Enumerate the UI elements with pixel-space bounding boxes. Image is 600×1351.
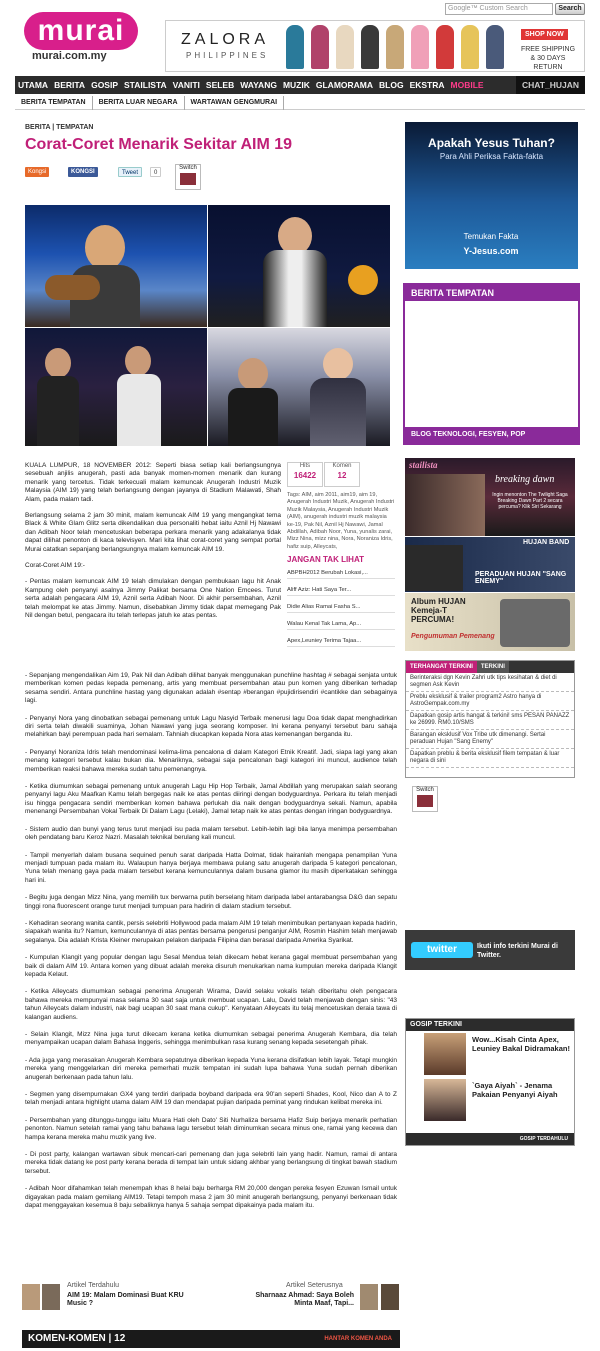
ad-breaking-sub: Ingin menonton The Twilight Saga Breaking Dawn Part 2 secara percuma? Klik Siri Sekarang: [492, 492, 568, 510]
photo-flowers: [348, 265, 378, 295]
berita-tempatan-widget: [403, 283, 580, 445]
list-item[interactable]: Barangan eksklusif Vox Tribe utk dimenangi. Sertai peraduan Hujan "Sang Enemy": [406, 730, 574, 749]
gosip-item-title[interactable]: Wow...Kisah Cinta Apex, Leuniey Bakal Didramakan!: [472, 1035, 570, 1053]
ad-model-image: [486, 25, 504, 69]
ad-hujan-band: HUJAN BAND: [523, 539, 570, 546]
article-paragraph: - Ketika Alleycats diumumkan sebagai penerima Anugerah Wirama, David selaku vokalis telah diberitahu oleh pengacara bahawa mereka mempunyai masa selama 30 saat saja untuk membuat ucapan. Lalu, David telah menjawab dengan sinis: "43 tahun Alleycats dalam industri, nak bagi ucapan 30 saat mana cukup". Kenyataan Alleycats itu telaj mencetuskan deraia tawa di kalangan audiens.: [25, 988, 397, 1021]
nav-item-ekstra[interactable]: EKSTRA: [409, 80, 445, 90]
twitter-text: Ikuti info terkini Murai di Twitter.: [477, 943, 558, 959]
article-photo-krista-kleiner: [208, 328, 390, 446]
previous-article-link[interactable]: [22, 1282, 200, 1314]
page-title: Corat-Coret Menarik Sekitar AIM 19: [25, 136, 293, 153]
prev-label: Artikel Terdahulu: [67, 1282, 120, 1289]
hits-value: 16422: [293, 471, 317, 480]
photo-figure: [85, 225, 125, 270]
article-paragraph: - Sistem audio dan bunyi yang terus turut menjadi isu pada malam tersebut. Lebih-lebih lagi bila lanya menimpa persembahan oleh pendatang baru Keroz Nazri. Masalah teknikal berulang kali muncul.: [25, 825, 397, 842]
tabs-header: [406, 661, 574, 673]
twitter-follow-banner[interactable]: [405, 930, 575, 970]
facebook-share-button[interactable]: KONGSI: [68, 167, 98, 177]
nav-item-berita[interactable]: BERITA: [54, 80, 86, 90]
prev-title[interactable]: AIM 19: Malam Dominasi Buat KRU Music ?: [67, 1292, 184, 1307]
article-paragraph: - Di post party, kalangan wartawan sibuk mencari-cari pemenang dan juga selebriti lain yang hadir. Namun, ramai di antara mereka tidak datang ke post party kerana berada di tempat lain untuk sidang akhbar yang berlangsung di tingkat bawah stadium tersebut.: [25, 1151, 397, 1175]
twitter-logo: twitter: [411, 942, 473, 958]
ad-peraduan: PERADUAN HUJAN "SANG ENEMY": [475, 571, 567, 585]
shop-now-button[interactable]: SHOP NOW: [521, 29, 568, 40]
switch-icon: [417, 795, 433, 807]
related-link[interactable]: Aliff Aziz: Hati Saya Ter...: [287, 587, 395, 596]
photo-figure: [37, 376, 79, 446]
next-thumb: [360, 1284, 378, 1310]
article-photo-mizz-nina: [208, 205, 390, 327]
list-item[interactable]: Berinteraksi dgn Kevin Zahri utk tips kesihatan & diet di segmen Ask Kevin: [406, 673, 574, 692]
ad-pengumuman: Pengumuman Pemenang: [411, 633, 495, 640]
article-paragraph: - Penyanyi Noraniza Idris telah mendominasi kelima-lima pencalona di dalam Kategori Etnik Kreatif. Jadi, siapa lagi yang akan menang kategori tersebut kalau bukan dia. Menariknya, sebagai saja pencalonan bagi kategori ini muncul, audience telah memberikan reaksi bahawa mereka sudah tahu pemenangnya.: [25, 748, 397, 773]
switch-label: Switch: [179, 165, 197, 171]
related-link[interactable]: Didie Alias Ramai Fasha S...: [287, 604, 395, 613]
ad-model-image: [286, 25, 304, 69]
photo-figure: [238, 358, 268, 390]
article-paragraph: - Kumpulan Klangit yang popular dengan lagu Sesal Mendua telah dikecam hebat kerana gagal membuat persembahan yang baik di dalam AIM 19. Antara komen yang dibuat adalah mereka disuruh menukarkan nama kumpulan mereka daripada Klangit kepada Kelaut.: [25, 954, 397, 978]
subnav-berita-luar-negara[interactable]: BERITA LUAR NEGARA: [93, 96, 185, 110]
zalora-banner-ad[interactable]: [165, 20, 585, 72]
article-paragraph: - Segmen yang disempurnakan GX4 yang terdiri daripada boyband daripada era 90'an seperti Shades, Kool, Nico dan A to Z telah menjadi antara highlight utama dalam AIM 19 dan mendapat pujian daripada peminat yang rindukan kelibat mereka ini.: [25, 1091, 397, 1107]
article-paragraph: - Selain Klangit, Mizz Nina juga turut dikecam kerana ketika diumumkan sebagai penerima Anugerah Kembara, dia telah menyampaikan ucapan dalam Bahasa Inggeris, sehingga menimbulkan rasa kurang senang kepada sesetengah pihak.: [25, 1031, 397, 1047]
logo-wordmark: murai: [24, 12, 138, 50]
y-jesus-ad[interactable]: [405, 122, 578, 269]
ad-breaking-dawn: breaking dawn: [495, 474, 555, 485]
komen-counter[interactable]: [324, 462, 360, 487]
switch-label: Switch: [416, 787, 434, 793]
nav-item-seleb[interactable]: SELEB: [205, 80, 235, 90]
breadcrumb[interactable]: BERITA | TEMPATAN: [25, 124, 94, 131]
search-input[interactable]: Google™ Custom Search: [445, 3, 553, 15]
ad-stailista-logo: stailista: [409, 460, 438, 470]
hujan-album-ad[interactable]: [405, 593, 575, 651]
ad-model-image: [386, 25, 404, 69]
ad-subheading: Para Ahli Periksa Fakta-fakta: [439, 152, 544, 161]
nav-item-blog[interactable]: BLOG: [379, 80, 404, 90]
sub-nav: [15, 96, 585, 110]
photo-figure: [117, 374, 161, 446]
next-thumb: [381, 1284, 399, 1310]
article-paragraph: - Begitu juga dengan Mizz Nina, yang memilih tux berwarna putih berselang hitam daripada label antarabangsa D&G dan sepatu tinggi rona fluorescent orange turut menjadi tumpuan para hadirin di dalam stadium tersebut.: [25, 894, 397, 910]
article-intro: [25, 462, 281, 629]
nav-item-chat[interactable]: CHAT_HUJAN: [516, 76, 585, 94]
prev-thumb: [42, 1284, 60, 1310]
hits-label: Hits: [299, 463, 311, 469]
photo-figure: [263, 250, 327, 327]
article-paragraph: - Ketika diumumkan sebagai pemenang untuk anugerah Lagu Hip Hop Terbaik, Jamal Abdillah yang merupakan salah seorang penyanyi lagu Aku Maafkan Kamu telah bergegas naik ke atas pentas diiringi dengan bodyguardnya. Perkara itu telah menjadi isu hingga pengacara sendiri memberikan komen bahawa perlukah dia naik dengan bodyguardnya sekali. Namun, apabila menenangi Persembahan Vokal Terbaik Di Dalam Lagu (Lelaki), Jamal tetap naik ke atas pentas dengan iringan bodyguardnya.: [25, 783, 397, 816]
gosip-thumb[interactable]: [424, 1033, 466, 1075]
switch-icon: [180, 173, 196, 185]
logo-domain: murai.com.my: [32, 50, 107, 62]
article-paragraph: - Penyanyi Nora yang dinobatkan sebagai pemenang untuk Lagu Nasyid Terbaik menerusi lagu Doa tidak dapat menghadirkan diri serta telah diwakili suaminya, Johan Nawawi yang juga seorang komposer. Ini kerana penyanyi tersebut baru sahaja melahirkan bayi perempuan pada hari semalam. Tahniah diucapkan kepada Nora atas kemenangan berganda itu.: [25, 714, 397, 739]
tweet-button[interactable]: Tweet: [118, 167, 142, 177]
article-paragraph: - Pentas malam kemuncak AIM 19 telah dimulakan dengan pembukaan lagu hit Anak Kampung oleh penyanyi asalnya Jimmy Palikat bersama One Nation Emcees. Turut serta adalah pengacara AIM 19, Aznil serta Adibah Noor. Di akhir persembahan, Aznil telah melompat ke atas Jimmy. Namun, disebabkan Jimmy tidak dapat memegang Pak Nil dengan betul, pengacara itu telah terlepas jatuh ke atas pentas.: [25, 578, 281, 620]
subnav-berita-tempatan[interactable]: BERITA TEMPATAN: [15, 96, 93, 110]
photo-guitar: [45, 275, 100, 300]
list-item[interactable]: Preblu eksklusif & trailer program2 Astro hanya di AstroGempak.com.my: [406, 692, 574, 711]
jangan-tak-lihat-heading: JANGAN TAK LIHAT: [287, 555, 365, 564]
ad-site: Y-Jesus.com: [463, 246, 519, 256]
ad-model-image: [336, 25, 354, 69]
related-link[interactable]: ABPBH2012 Berubah Lokasi,...: [287, 570, 395, 579]
nav-item-utama[interactable]: UTAMA: [18, 80, 49, 90]
tab-terhangat[interactable]: TERHANGAT TERKINI: [406, 661, 477, 673]
article-photo-stage: [25, 328, 207, 446]
article-paragraph: Berlangsung selama 2 jam 30 minit, malam kemuncak AIM 19 yang mengangkat tema Black & White Glam Glitz serta dikendalikan dua personaliti hebat iaitu Aznil Hj Nawawi dan Adibah Noor telah mencetuskan beberapa perkara menarik yang adakalanya tidak dapat dilihat penonton di kaca televisyen. Mari kita lihat corat-coret yang sempat portal Murai catatkan sepanjang berlangsungnya malam kemuncak AIM 19.: [25, 512, 281, 553]
gosip-terdahulu-link[interactable]: GOSIP TERDAHULU: [406, 1133, 574, 1145]
nav-item-gosip[interactable]: GOSIP: [91, 80, 119, 90]
article-tags[interactable]: Tags: AIM, aim 2011, aim19, aim 19, Anugerah Industri Muzik, Anugerah Industri Muzik Malaysia, Anugerah Industri Muzik (AIM), anugerah industri muzik malaysia ke-19, Pak Nil, Aznil Hj Nawawi, Jamal Abdillah, Adibah Noor, Yuna, yunalis zarai, Mizz Nina, mizz nina, Nora, Noraniza Idris, hafiz suip, Alleycats,: [287, 492, 395, 550]
next-article-link[interactable]: [254, 1282, 401, 1314]
article-photo-jimmy-palikat: [25, 205, 207, 327]
nav-item-stailista[interactable]: STAILISTA: [124, 80, 167, 90]
nav-item-muzik[interactable]: MUZIK: [282, 80, 310, 90]
site-logo[interactable]: [22, 10, 140, 66]
komen-value: 12: [337, 471, 347, 480]
ad-model-image: [411, 25, 429, 69]
ad-brand-sub: PHILIPPINES: [186, 51, 269, 60]
ad-album-text: Album HUJAN Kemeja-T PERCUMA!: [411, 597, 466, 624]
article-paragraph: - Ada juga yang merasakan Anugerah Kembara sepatutnya diberikan kepada Yuna kerana disifatkan lebih layak. Tetapi mungkin mereka yang menggelarkan diri mereka pemerhati muzik tempatan ini sudah lupa bahawa Yuna sudah pernah diberikan anugerah berkenaan pada tahun lalu.: [25, 1056, 397, 1081]
sidebar-switch-widget[interactable]: [412, 786, 438, 812]
ad-photo: [405, 545, 463, 591]
hits-counter: [287, 462, 323, 487]
photo-figure: [323, 348, 353, 380]
widget-heading[interactable]: BERITA TEMPATAN: [405, 285, 578, 301]
terhangat-terkini-tabs: [405, 660, 575, 778]
article-paragraph: - Tampil menyerlah dalam busana sequined penuh sarat daripada Hatta Dolmat, tidak hairanlah mengapa penampilan Yuna menjadi tumpuan pada malam itu. Walaupun hanya berjaya membawa pulang satu anugerah daripada 5 kategori pencalonan, Yuna telah menang gaya pada malam tersebut kerana kemunculannya dalam busana glamor itu masih diperkatakan sehingga hari ini.: [25, 851, 397, 884]
comments-heading: KOMEN-KOMEN | 12: [28, 1333, 126, 1344]
ad-shipping-text: [516, 45, 580, 72]
search-button[interactable]: Search: [555, 3, 585, 15]
ad-heading: Apakah Yesus Tuhan?: [428, 136, 555, 150]
stailista-breaking-dawn-ad[interactable]: [405, 458, 575, 536]
article-paragraph: - Adibah Noor difahamkan telah menempah khas 8 helai baju berharga RM 20,000 dengan pereka fesyen Ezuwan Ismail untuk digayakan pada malam gemilang AIM19. Tetapi tempoh masa 2 jam 30 minit anugerah berlangsung, penyanyi berkenaan tidak dapat menggayakan kesemua 8 baju sebaliknya hanya 5 sahaja sempat dipakainya pada malam itu.: [25, 1185, 397, 1210]
hujan-peraduan-ad[interactable]: [405, 537, 575, 592]
nav-item-wayang[interactable]: WAYANG: [240, 80, 277, 90]
nav-item-vaniti[interactable]: VANITI: [172, 80, 200, 90]
list-item[interactable]: Dapatkan preblu & berita eksklusif filem tempatan & luar negara di sini: [406, 749, 574, 768]
article-paragraph: Corat-Coret AIM 19:-: [25, 562, 85, 570]
share-kongsi-button[interactable]: Kongsi: [25, 167, 49, 177]
ad-shirt-image: [500, 599, 570, 647]
subnav-wartawan-gengmurai[interactable]: WARTAWAN GENGMURAI: [185, 96, 285, 110]
photo-figure: [310, 378, 366, 446]
prev-thumb: [22, 1284, 40, 1310]
gosip-heading: GOSIP TERKINI: [406, 1019, 574, 1031]
ad-model-image: [461, 25, 479, 69]
ad-photo: [405, 474, 485, 536]
article-paragraph: - Kehadiran seorang wanita cantik, persis selebriti Hollywood pada malam AIM 19 telah menimbulkan pertanyaan kepada hadirin, siapakah wanita itu? Namun, kemunculannya di atas pentas bersama pengerusi penganjur AIM, Rosmin Hashim telah menjawab segalanya. Dia adalah Krista Kleiner merupakan pelakon daripada Filipina dan berasal daripada Amerika Syarikat.: [25, 919, 397, 944]
ad-model-image: [311, 25, 329, 69]
main-nav: [15, 76, 585, 94]
photo-figure: [45, 348, 71, 378]
gosip-terkini-widget: [405, 1018, 575, 1146]
tweet-count: 0: [150, 167, 161, 177]
ad-model-image: [436, 25, 454, 69]
related-link[interactable]: Apex,Leuniey Terima Tajaa...: [287, 638, 395, 647]
nav-item-glamorama[interactable]: GLAMORAMA: [315, 80, 374, 90]
article-paragraph: KUALA LUMPUR, 18 NOVEMBER 2012: Seperti biasa setiap kali berlangsungnya sesebuah anjilis anugerah, pasti ada banyak momen-momen menarik dan kurang menarik yang tercetus. Tidak terkecuali malam kemuncak Anugerah Industri Muzik Malaysia (AIM 19) yang telah berlangsung dengan jayanya di Stadium Malawati, Shah Alam, pada malam tadi.: [25, 462, 281, 503]
komen-label: Komen: [332, 463, 352, 469]
ad-brand: ZALORA: [181, 31, 270, 48]
photo-figure: [125, 346, 151, 376]
ad-model-image: [361, 25, 379, 69]
widget-footer[interactable]: BLOG TEKNOLOGI, FESYEN, POP: [405, 427, 578, 443]
ad-ship-line: FREE SHIPPING: [520, 46, 576, 53]
next-label: Artikel Seterusnya: [286, 1282, 343, 1289]
post-comment-link[interactable]: HANTAR KOMEN ANDA: [324, 1336, 392, 1342]
related-link[interactable]: Walau Kenal Tak Lama, Ap...: [287, 621, 395, 630]
article-paragraph: - Sepanjang mengendalikan Aim 19, Pak Nil dan Adibah dilihat banyak menggunakan punchline hashtag # sebagai senjata untuk memberikan komen pedas kepada pemenang, artis yang membuat persembahan atau pun komen yang diberikan terhadap sesama sendiri. Antara punchline hastag yang digunakan adalah #sentap #berangan #pujidirisendiri #cantikke dan sebagainya lagi.: [25, 672, 397, 705]
comments-bar: [22, 1330, 400, 1348]
gosip-thumb[interactable]: [424, 1079, 466, 1121]
tab-terkini[interactable]: TERKINI: [477, 661, 509, 673]
nav-item-mobile[interactable]: MOBILE: [450, 80, 484, 90]
article-body: [25, 672, 397, 1220]
list-item[interactable]: Dapatkan gosip artis hangat & terkini! sms PESAN PANAZZ ke 26999. RM0.10/SMS: [406, 711, 574, 730]
switch-widget[interactable]: [175, 164, 201, 190]
ad-ship-line: & 30 DAYS RETURN: [530, 55, 566, 71]
photo-figure: [228, 388, 278, 446]
gosip-item-title[interactable]: `Gaya Aiyah` - Jenama Pakaian Penyanyi Aiyah: [472, 1081, 558, 1099]
next-title[interactable]: Sharnaaz Ahmad: Saya Boleh Minta Maaf, Tapi...: [255, 1292, 354, 1307]
ad-cta[interactable]: Temukan Fakta: [463, 232, 519, 241]
article-paragraph: - Persembahan yang ditunggu-tunggu iaitu Muara Hati oleh Dato' Siti Nurhaliza bersama Hafiz Suip berjaya menarik perhatian penonton. Namun setelah ramai yang tahu bahawa lagu tersebut telah diminumkan secara minus one, ramai yang kecewa dan hampa kerana mereka mahu muzik yang live.: [25, 1116, 397, 1141]
